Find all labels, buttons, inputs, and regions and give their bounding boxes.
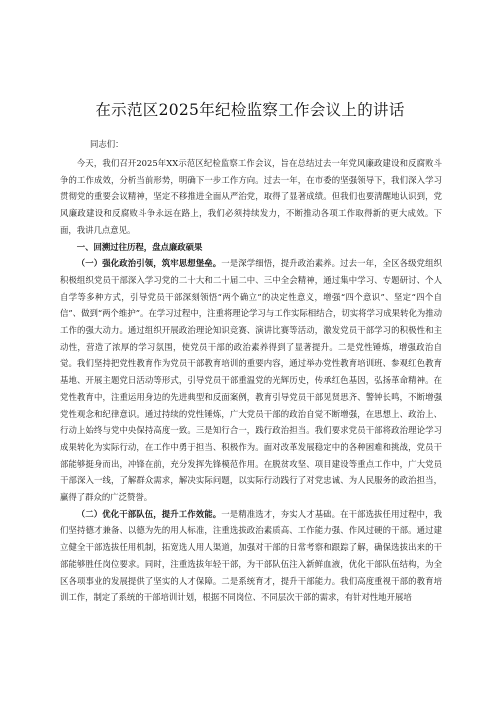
salutation: 同志们： <box>90 139 124 149</box>
subsection-heading-1: （一）强化政治引领，筑牢思想堡垒。 <box>76 258 222 269</box>
section-heading-1: 一、回溯过往历程，盘点廉政硕果 <box>76 241 203 252</box>
intro-paragraph: 今天，我们召开2025年XX示范区纪检监察工作会议，旨在总结过去一年党风廉政建设和反腐败斗争的工作成效，分析当前形势，明确下一步工作方向。过去一年，在市委的坚强领导下，我们深入学习贯彻党的重要会议精神，坚定不移推进全面从严治党，取得了显著成绩。但我们也要清醒地认识到，党风廉政建设和反腐败斗争永远在路上，我们必须持续发力，不断推动各项工作取得新的更大成效。下面，我讲几点意见。 <box>60 158 442 235</box>
subsection-heading-2: （二）优化干部队伍，提升工作效能。 <box>76 508 222 519</box>
document-title: 在示范区2025年纪检监察工作会议上的讲话 <box>95 101 405 119</box>
subsection-paragraph-1 <box>60 255 442 506</box>
subsection-paragraph-2 <box>60 506 442 606</box>
subsection-text-2: 一是精准选才，夯实人才基础。在干部选拔任用过程中，我们坚持德才兼备、以德为先的用人标准，注重选拔政治素质高、工作能力强、作风过硬的干部。通过建立健全干部选拔任用机制，拓宽选人用人渠道，加强对干部的日常考察和跟踪了解，确保选拔出来的干部能够胜任岗位要求。同时，注重选拔年轻干部，为干部队伍注入新鲜血液，优化干部队伍结构，为全区各项事业的发展提供了坚实的人才保障。二是系统育才，提升干部能力。我们高度重视干部的教育培训工作，制定了系统的干部培训计划，根据不同岗位、不同层次干部的需求，有针对性地开展培 <box>60 508 443 603</box>
document-body <box>60 155 442 606</box>
subsection-text-1: 一是深学细悟，提升政治素养。过去一年，全区各级党组织积极组织党员干部深入学习党的二十大和二十届二中、三中全会精神，通过集中学习、专题研讨、个人自学等多种方式，引导党员干部深刻领悟“两个确立”的决定性意义，增强“四个意识”、坚定“四个自信”、做到“两个维护”。在学习过程中，注重将理论学习与工作实际相结合，切实将学习成果转化为推动工作的强大动力。通过组织开展政治理论知识竞赛、演讲比赛等活动，激发党员干部学习的积极性和主动性，营造了浓厚的学习氛围，使党员干部的政治素养得到了显著提升。二是党性锤炼，增强政治自觉。我们坚持把党性教育作为党员干部教育培训的重要内容，通过举办党性教育培训班、参观红色教育基地、开展主题党日活动等形式，引导党员干部重温党的光辉历史，传承红色基因，弘扬革命精神。在党性教育中，注重运用身边的先进典型和反面案例，教育引导党员干部见贤思齐、警钟长鸣，不断增强党性观念和纪律意识。通过持续的党性锤炼，广大党员干部的政治自觉不断增强，在思想上、政治上、行动上始终与党中央保持高度一致。三是知行合一，践行政治担当。我们要求党员干部将政治理论学习成果转化为实际行动，在工作中勇于担当、积极作为。面对改革发展稳定中的各种困难和挑战，党员干部能够挺身而出，冲锋在前，充分发挥先锋模范作用。在脱贫攻坚、项目建设等重点工作中，广大党员干部深入一线，了解群众需求，解决实际问题，以实际行动践行了对党忠诚、为人民服务的政治担当，赢得了群众的广泛赞誉。 <box>60 258 443 503</box>
